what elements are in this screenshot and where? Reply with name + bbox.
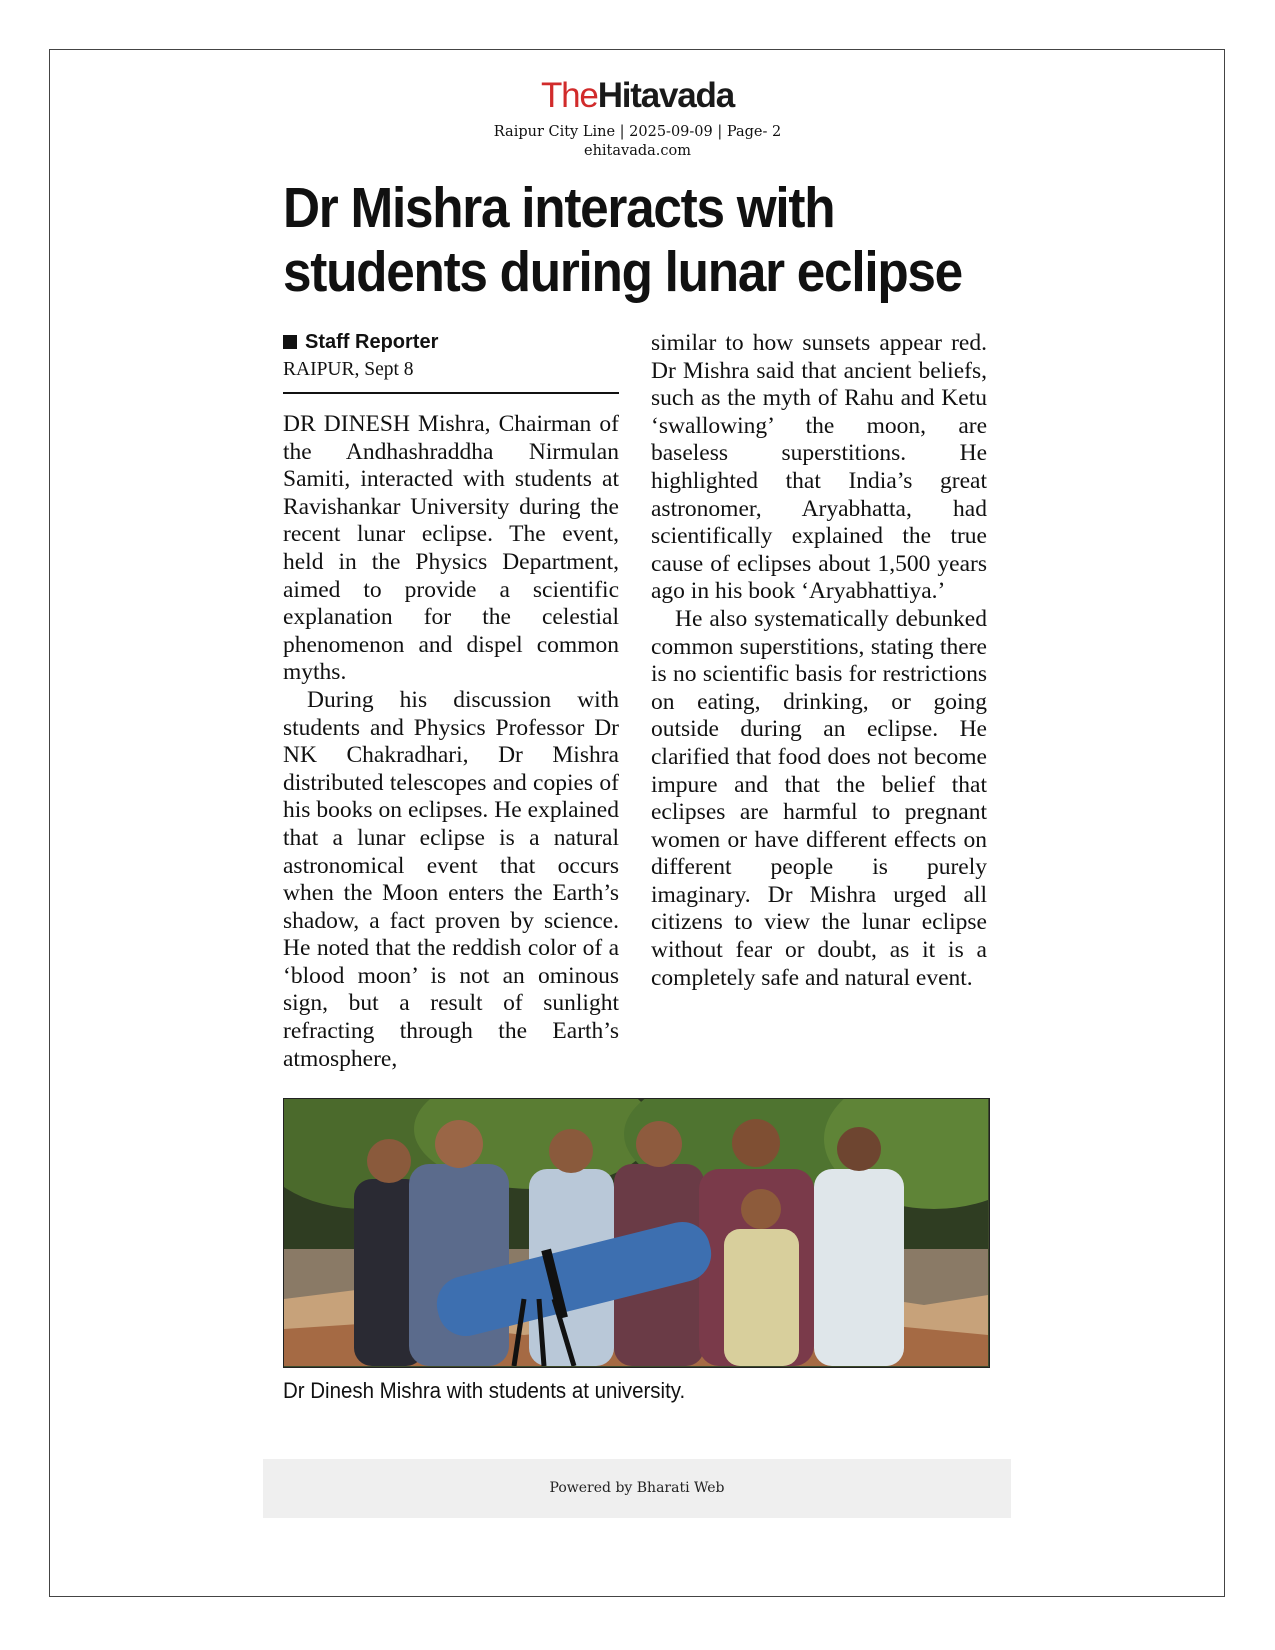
headline-line-2: students during lunar eclipse [283, 240, 962, 304]
dateline: RAIPUR, Sept 8 [283, 359, 414, 380]
newspaper-logo: TheHitavada [540, 76, 734, 115]
paragraph: During his discussion with students and Physics Professor Dr NK Chakradhari, Dr Mishra distributed telescopes and copies of his books on eclipses. He explained that a lunar eclipse is a natural astronomical event that occurs when the Moon enters the Earth’s shadow, a fact proven by science. He noted that the reddish color of a ‘blood moon’ is not an ominous sign, but a result of sunlight refracting through the Earth’s atmosphere, [283, 686, 619, 1072]
photo-illustration [284, 1099, 988, 1366]
edition-info: Raipur City Line | 2025-09-09 | Page- 2 [493, 124, 782, 140]
article-photo [283, 1098, 990, 1368]
site-url[interactable]: ehitavada.com [583, 143, 691, 159]
byline-text: Staff Reporter [305, 331, 439, 353]
footer-text[interactable]: Powered by Bharati Web [549, 1480, 725, 1496]
paragraph: He also systematically debunked common superstitions, stating there is no scientific basis for restrictions on eating, drinking, or going outside during an eclipse. He clarified that food does not become impure and that the belief that eclipses are harmful to pregnant women or have different effects on different people is purely imaginary. Dr Mishra urged all citizens to view the lunar eclipse without fear or doubt, as it is a completely safe and natural event. [651, 605, 987, 991]
paragraph: similar to how sunsets appear red. Dr Mishra said that ancient beliefs, such as the myth of Rahu and Ketu ‘swallowing’ the moon, are baseless superstitions. He highlighted that India’s great astronomer, Aryabhatta, had scientifically explained the true cause of eclipses about 1,500 years ago in his book ‘Aryabhattiya.’ [651, 330, 987, 605]
byline-divider [283, 392, 619, 394]
byline-square-icon [283, 335, 297, 349]
headline-line-1: Dr Mishra interacts with [283, 176, 835, 240]
byline [283, 331, 438, 354]
headline [283, 176, 967, 304]
paragraph: DR DINESH Mishra, Chairman of the Andhashraddha Nirmulan Samiti, interacted with students at Ravishankar University during the recent lunar eclipse. The event, held in the Physics Department, aimed to provide a scientific explanation for the celestial phenomenon and dispel common myths. [283, 411, 619, 686]
photo-caption: Dr Dinesh Mishra with students at university. [283, 1378, 686, 1403]
article-column-2 [651, 330, 987, 992]
article-column-1 [283, 411, 619, 1073]
footer-bar [263, 1459, 1011, 1518]
